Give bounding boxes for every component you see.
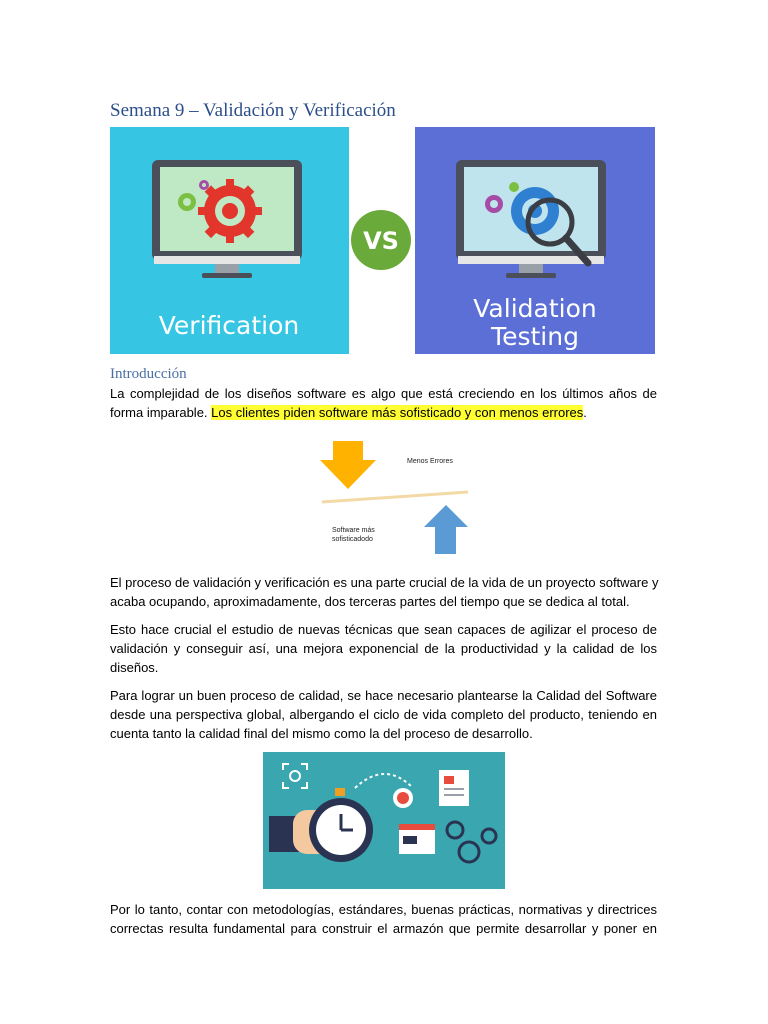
body-paragraph <box>110 686 657 743</box>
down-arrow-icon <box>320 441 376 489</box>
section-heading: Introducción <box>110 366 187 382</box>
page-title: Semana 9 – Validación y Verificación <box>110 100 396 121</box>
text-span: forma imparable. <box>110 405 212 420</box>
paragraph-line: La complejidad de los diseños software es algo que está creciendo en los últimos años de <box>110 386 657 401</box>
testing-label: Testing <box>491 322 579 351</box>
paragraph-line: Esto hace crucial el estudio de nuevas técnicas que sean capaces de agilizar el proceso de <box>110 622 657 637</box>
body-paragraph <box>110 620 657 677</box>
green-gear-icon <box>509 182 519 192</box>
browser-window-icon <box>399 824 435 854</box>
paragraph-line: cuenta tanto la calidad final del mismo como la del proceso de desarrollo. <box>110 726 533 741</box>
intro-paragraph <box>110 384 657 422</box>
paragraph-line: Por lo tanto, contar con metodologías, estándares, buenas prácticas, normativas y directrices <box>110 902 657 917</box>
up-arrow-icon <box>424 505 468 554</box>
paragraph-line: desde una perspectiva global, albergando el ciclo de vida completo del producto, teniendo en <box>110 707 657 722</box>
check-badge-icon <box>393 788 413 808</box>
text-span: . <box>583 405 587 420</box>
paragraph-line: diseños. <box>110 660 159 675</box>
balance-line <box>322 492 468 502</box>
green-gear-icon <box>178 193 196 211</box>
paragraph-line: El proceso de validación y verificación es una parte crucial de la vida de un proyecto software y <box>110 575 659 590</box>
highlighted-text: Los clientes piden software más sofisticado y con menos errores <box>211 405 584 420</box>
diagram-top-label: Menos Errores <box>407 458 453 465</box>
body-paragraph <box>110 900 657 938</box>
verification-vs-validation-image <box>110 127 655 354</box>
purple-gear-icon <box>485 195 503 213</box>
paragraph-line <box>110 403 657 422</box>
diagram-bottom-label: sofisticadodo <box>332 536 373 543</box>
validation-label: Validation <box>473 294 597 323</box>
document-icon <box>439 770 469 806</box>
paragraph-line: correctas resulta fundamental para construir el armazón que permite desarrollar y poner en <box>110 921 657 936</box>
quality-process-illustration <box>263 752 505 889</box>
quality-diagram <box>318 436 470 558</box>
diagram-bottom-label: Software más <box>332 527 375 534</box>
paragraph-line: Para lograr un buen proceso de calidad, se hace necesario plantearse la Calidad del Software <box>110 688 657 703</box>
verification-label: Verification <box>158 311 300 340</box>
body-paragraph <box>110 573 657 611</box>
purple-gear-icon <box>199 180 209 190</box>
paragraph-line: acaba ocupando, aproximadamente, dos terceras partes del tiempo que se dedica al total. <box>110 594 630 609</box>
vs-label: VS <box>363 227 399 255</box>
blue-gear-icon <box>511 187 559 235</box>
paragraph-line: validación y conseguir así, una mejora exponencial de la productividad y la calidad de los <box>110 641 657 656</box>
